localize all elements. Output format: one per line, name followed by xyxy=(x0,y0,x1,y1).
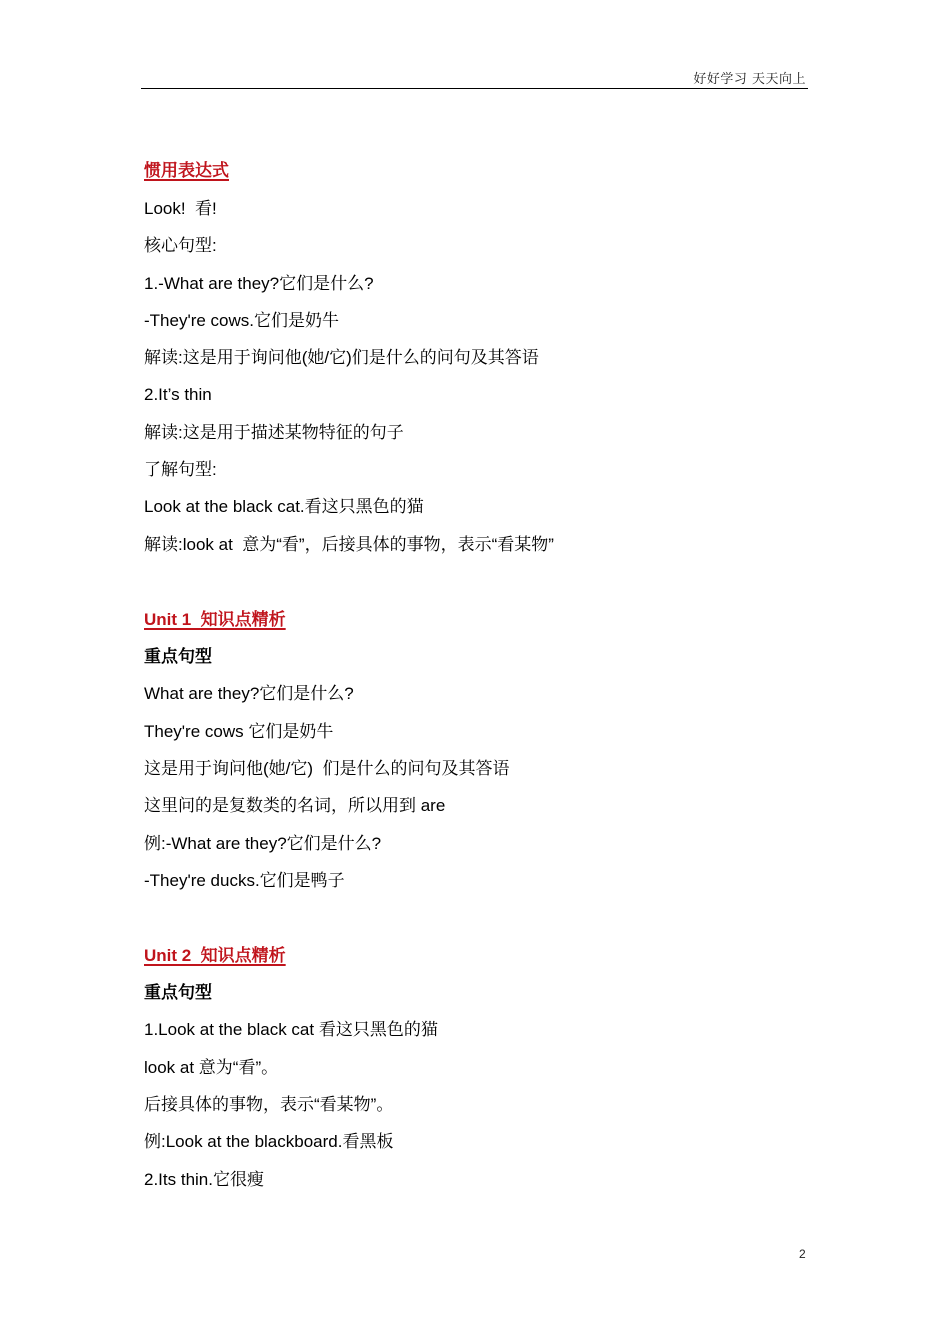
page-number: 2 xyxy=(799,1247,806,1261)
subheading: 重点句型 xyxy=(144,983,212,1002)
text-line: -They're cows.它们是奶牛 xyxy=(144,311,339,330)
section-title: Unit 2 知识点精析 xyxy=(144,946,286,965)
text-line: 例:-What are they?它们是什么? xyxy=(144,834,382,853)
text-line: 这里问的是复数类的名词，所以用到 are xyxy=(144,796,446,815)
text-line: 后接具体的事物，表示“看某物”。 xyxy=(144,1095,394,1114)
text-line: -They're ducks.它们是鸭子 xyxy=(144,871,345,890)
text-line: 1.Look at the black cat 看这只黑色的猫 xyxy=(144,1020,438,1039)
text-line: 这是用于询问他(她/它) 们是什么的问句及其答语 xyxy=(144,759,510,778)
text-line: 解读:这是用于询问他(她/它)们是什么的问句及其答语 xyxy=(144,348,539,367)
section-title: Unit 1 知识点精析 xyxy=(144,610,286,629)
page-header xyxy=(141,66,808,89)
text-line: They're cows 它们是奶牛 xyxy=(144,722,334,741)
section-title: 惯用表达式 xyxy=(144,161,229,180)
text-line: 2.It’s thin xyxy=(144,385,212,404)
header-text: 好好学习 天天向上 xyxy=(693,72,806,87)
text-line: Look at the black cat.看这只黑色的猫 xyxy=(144,497,424,516)
text-line: Look! 看! xyxy=(144,199,217,218)
text-line: 例:Look at the blackboard.看黑板 xyxy=(144,1132,394,1151)
subheading: 重点句型 xyxy=(144,647,212,666)
text-line: 核心句型: xyxy=(144,236,217,255)
text-line: look at 意为“看”。 xyxy=(144,1058,279,1077)
text-line: 了解句型: xyxy=(144,460,217,479)
text-line: 解读:look at 意为“看”，后接具体的事物，表示“看某物” xyxy=(144,535,554,554)
text-line: 1.-What are they?它们是什么? xyxy=(144,274,374,293)
text-line: 解读:这是用于描述某物特征的句子 xyxy=(144,423,404,442)
text-line: What are they?它们是什么? xyxy=(144,684,354,703)
text-line: 2.Its thin.它很瘦 xyxy=(144,1170,264,1189)
